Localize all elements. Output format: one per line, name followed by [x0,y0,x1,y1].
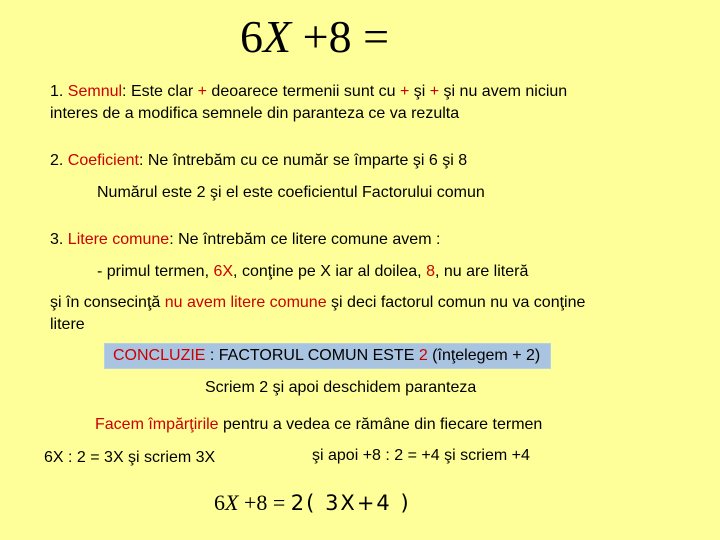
section-letters-text: : Ne întrebăm ce litere comune avem : [169,231,441,248]
letters-no-common: nu avem litere comune [164,294,327,311]
final-factor: 2 [290,491,307,515]
final-coef: 6 [214,490,225,515]
letters-text-3c: şi deci factorul comun nu va conţine [326,294,586,311]
header-var: X [263,11,292,62]
final-term1: 3X [325,491,357,515]
letters-term1: 6X [213,263,234,280]
final-equals: = [272,490,286,515]
step-first-term: 6X : 2 = 3X şi scriem 3X [44,449,216,466]
header-equals: = [363,11,390,62]
step-division [95,415,542,435]
final-const: 8 [256,490,268,515]
final-lparen: ( [306,491,317,515]
letters-text-3a: şi în consecinţă [50,294,165,311]
step-division-text: pentru a vedea ce rămâne din fiecare termen [218,416,543,433]
section-coef-title: Coeficient [67,152,139,169]
section-coef-line1 [50,151,467,171]
section-letters-line3 [50,293,585,313]
step-open-paren: Scriem 2 şi apoi deschidem paranteza [205,379,477,396]
conclusion-value: 2 [418,347,428,364]
section-letters-title: Litere comune [67,231,170,248]
expression-header [240,12,389,62]
step-division-label: Facem împărţirile [95,416,219,433]
plus-sign: + [399,83,410,100]
letters-text-c: , conţine pe X iar al doilea, [233,263,427,280]
section-sign-text3: şi [409,83,430,100]
section-coef-number: 2. [50,152,64,169]
plus-sign: + [197,83,207,100]
conclusion-box [104,343,551,369]
section-sign-line1 [50,82,567,102]
header-const: 8 [328,11,352,62]
section-sign-number: 1. [50,83,64,100]
conclusion-label: CONCLUZIE [113,347,206,364]
section-sign-text2: deoarece termenii sunt cu [206,83,400,100]
header-plus: + [302,11,329,62]
section-sign-line2: interes de a modifica semnele din paranteza ce va rezulta [50,105,460,122]
section-sign-title: Semnul [67,83,123,100]
header-coef: 6 [240,11,263,62]
final-plus2: + [356,491,377,515]
letters-text-a: - primul termen, [97,263,214,280]
letters-term2: 8 [426,263,435,280]
section-letters-line4: litere [50,316,85,333]
final-rparen: ) [400,491,411,515]
section-sign-text1: : Este clar [122,83,198,100]
section-coef-text: : Ne întrebăm cu ce număr se împarte şi 6 şi 8 [138,152,468,169]
section-sign-text4: şi nu avem niciun [439,83,568,100]
section-letters-line1 [50,230,440,250]
conclusion-note: (înţelegem + 2) [427,347,541,364]
letters-text-e: , nu are literă [434,263,529,280]
expression-final [214,490,411,524]
section-coef-line2: Numărul este 2 şi el este coeficientul Factorului comun [97,184,485,201]
plus-sign: + [429,83,440,100]
final-rhs [291,491,411,515]
final-var: X [225,490,239,515]
section-letters-line2 [97,262,528,282]
final-plus: + [243,490,257,515]
step-second-term: şi apoi +8 : 2 = +4 şi scriem +4 [312,447,530,464]
conclusion-text: : FACTORUL COMUN ESTE [205,347,419,364]
final-lhs [214,490,291,515]
section-letters-number: 3. [50,231,64,248]
final-term2: 4 [376,491,392,515]
